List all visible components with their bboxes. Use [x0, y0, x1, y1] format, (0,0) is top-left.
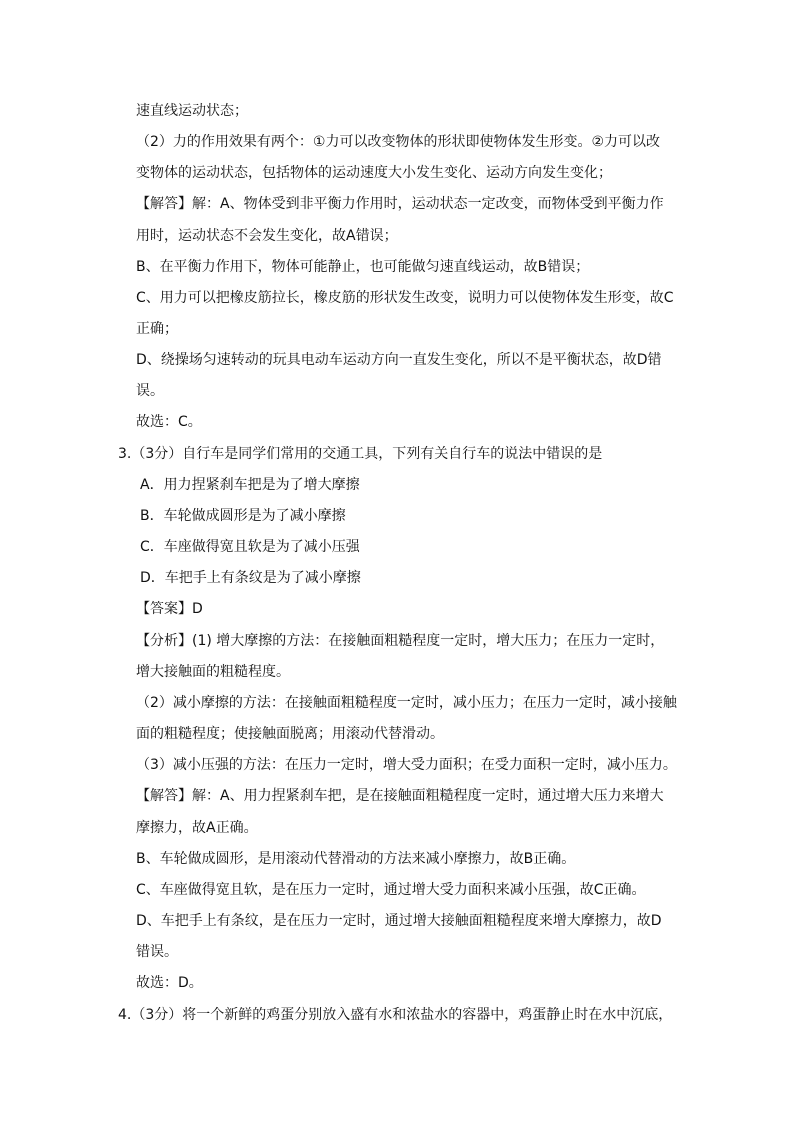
answer-line: 【答案】D: [136, 601, 203, 617]
text-line: 错误。: [136, 944, 178, 960]
text-line: 故选：C。: [136, 414, 202, 430]
text-line: C、车座做得宽且软，是在压力一定时，通过增大受力面积来减小压强，故C正确。: [136, 882, 646, 898]
option-a: A．用力捏紧刹车把是为了增大摩擦: [140, 477, 360, 493]
option-b: B．车轮做成圆形是为了减小摩擦: [140, 508, 346, 524]
text-line: 速直线运动状态；: [136, 103, 248, 119]
text-line: D、绕操场匀速转动的玩具电动车运动方向一直发生变化，所以不是平衡状态，故D错: [136, 352, 662, 368]
text-line: （3）减小压强的方法：在压力一定时，增大受力面积；在受力面积一定时，减小压力。: [136, 757, 677, 773]
text-line: （2）力的作用效果有两个：①力可以改变物体的形状即使物体发生形变。②力可以改: [136, 134, 661, 150]
text-line: 增大接触面的粗糙程度。: [136, 664, 290, 680]
text-line: B、车轮做成圆形，是用滚动代替滑动的方法来减小摩擦力，故B正确。: [136, 851, 576, 867]
text-line: 变物体的运动状态，包括物体的运动速度大小发生变化、运动方向发生变化；: [136, 165, 612, 181]
question-3-stem: 3.（3分）自行车是同学们常用的交通工具，下列有关自行车的说法中错误的是: [118, 446, 603, 462]
text-line: 正确；: [136, 321, 178, 337]
question-4-stem: 4.（3分）将一个新鲜的鸡蛋分别放入盛有水和浓盐水的容器中，鸡蛋静止时在水中沉底，: [118, 1007, 673, 1023]
text-line: C、用力可以把橡皮筋拉长，橡皮筋的形状发生改变，说明力可以使物体发生形变，故C: [136, 290, 674, 306]
text-line: 【解答】解：A、物体受到非平衡力作用时，运动状态一定改变，而物体受到平衡力作: [136, 196, 664, 212]
text-line: 故选：D。: [136, 975, 203, 991]
text-line: 误。: [136, 383, 164, 399]
text-line: 用时，运动状态不会发生变化，故A错误；: [136, 228, 398, 244]
text-line: B、在平衡力作用下，物体可能静止，也可能做匀速直线运动，故B错误；: [136, 259, 590, 275]
text-line: 【分析】(1) 增大摩擦的方法：在接触面粗糙程度一定时，增大压力；在压力一定时，: [136, 633, 665, 649]
text-line: 面的粗糙程度；使接触面脱离；用滚动代替滑动。: [136, 726, 444, 742]
option-c: C．车座做得宽且软是为了减小压强: [140, 539, 360, 555]
text-line: 摩擦力，故A正确。: [136, 820, 258, 836]
text-line: D、车把手上有条纹，是在压力一定时，通过增大接触面粗糙程度来增大摩擦力，故D: [136, 913, 662, 929]
text-line: （2）减小摩擦的方法：在接触面粗糙程度一定时，减小压力；在压力一定时，减小接触: [136, 695, 677, 711]
option-d: D．车把手上有条纹是为了减小摩擦: [140, 570, 361, 586]
text-line: 【解答】解：A、用力捏紧刹车把，是在接触面粗糙程度一定时，通过增大压力来增大: [136, 788, 664, 804]
